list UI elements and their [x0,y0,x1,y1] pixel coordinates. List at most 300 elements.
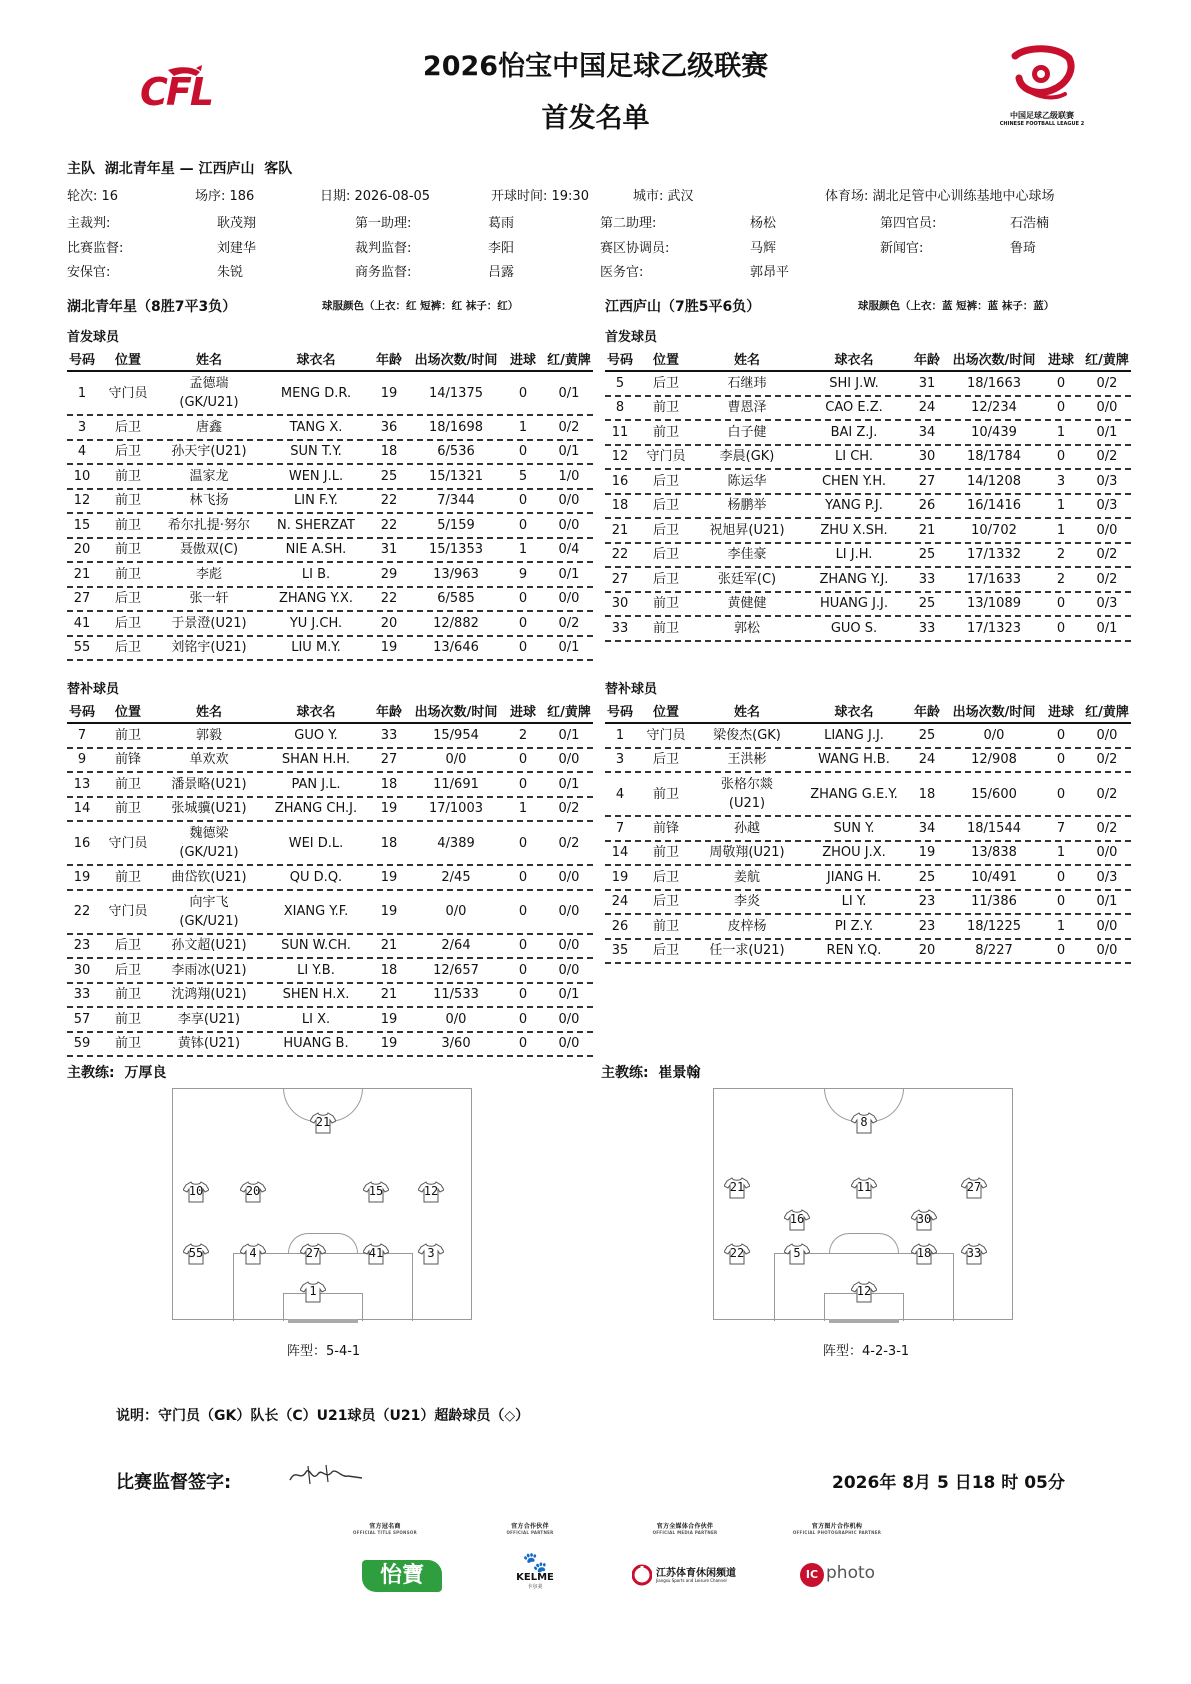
match-info-item: 体育场: 湖北足管中心训练基地中心球场 [825,189,1055,204]
col-cards: 0/0 [558,517,580,533]
col-apps: 11/533 [433,987,479,1003]
table-row [67,773,593,798]
official-label: 第四官员: [880,216,937,231]
away-team-name: 江西庐山 [198,161,255,177]
col-cards: 0/4 [558,542,580,558]
official-name: 郭昂平 [750,265,790,280]
col-apps: 10/439 [971,424,1017,440]
col-cards: 0/2 [558,835,580,851]
col-shirt-name-header: 球衣名 [296,704,336,720]
jersey-number: 41 [368,1246,384,1260]
penalty-arc [829,1233,899,1253]
signature-time: 2026年 8月 5 日18 时 05分 [832,1473,1065,1493]
official-label: 安保官: [67,265,111,280]
col-age: 18 [918,786,936,802]
col-shirt-name: REN Y.Q. [826,943,882,959]
col-number: 19 [611,869,629,885]
col-apps-header: 出场次数/时间 [952,704,1036,720]
col-shirt-name: JIANG H. [826,869,882,885]
col-apps: 13/1089 [966,596,1021,612]
col-cards: 0/1 [1096,894,1118,910]
col-goals: 0 [518,752,528,768]
table-row [605,568,1131,593]
col-goals: 1 [1056,424,1066,440]
jersey-number: 5 [793,1246,801,1260]
col-number: 59 [73,1036,91,1052]
col-age-header: 年龄 [375,352,402,368]
col-cards: 0/1 [1096,424,1118,440]
col-position: 守门员 [108,835,148,851]
col-cards: 0/2 [558,419,580,435]
table-row [605,470,1131,495]
player-jersey [851,1177,877,1199]
col-goals: 1 [1056,498,1066,514]
col-name: 张一轩 [189,591,229,607]
col-apps: 13/963 [433,566,479,582]
col-position: 后卫 [652,869,679,885]
jersey-number: 10 [188,1184,204,1198]
col-shirt-name: SUN Y. [833,820,875,836]
col-apps: 18/1544 [966,820,1021,836]
col-cards: 0/3 [1096,473,1118,489]
col-age: 20 [918,943,936,959]
col-shirt-name: SUN T.Y. [290,444,342,460]
col-cards: 0/1 [558,640,580,656]
player-jersey [418,1243,444,1265]
col-position: 前卫 [114,493,141,509]
col-age: 19 [380,801,398,817]
col-apps-header: 出场次数/时间 [414,704,498,720]
ic-photo-logo [800,1563,875,1589]
col-shirt-name: LI J.H. [835,547,873,563]
player-jersey [851,1281,877,1303]
col-apps: 8/227 [975,943,1013,959]
col-position: 后卫 [652,375,679,391]
col-position: 后卫 [652,473,679,489]
table-row [605,817,1131,842]
col-apps: 13/838 [971,845,1017,861]
col-shirt-name: YU J.CH. [289,615,343,631]
player-jersey [911,1209,937,1231]
col-goals: 5 [518,468,528,484]
sponsor-label-4-cn: 官方图片合作机构 [811,1523,863,1530]
col-number: 8 [615,400,625,416]
jersey-number: 33 [966,1246,982,1260]
col-name: 曹恩泽 [727,400,767,416]
col-position: 前卫 [652,620,679,636]
document-title: 2026怡宝中国足球乙级联赛 [422,51,769,82]
home-formation: 阵型：5-4-1 [287,1344,361,1359]
col-shirt-name: QU D.Q. [289,869,343,885]
col-apps: 0/0 [445,1011,467,1027]
col-shirt-name: LI Y.B. [297,962,335,978]
away-formation: 阵型：4-2-3-1 [823,1344,910,1359]
col-apps: 15/600 [971,786,1017,802]
col-position-header: 位置 [652,352,679,368]
col-age: 22 [380,493,398,509]
col-apps: 14/1208 [966,473,1021,489]
col-shirt-name-header: 球衣名 [834,704,874,720]
col-position: 前卫 [114,727,141,743]
col-cards: 0/0 [558,962,580,978]
col-number: 7 [77,727,87,743]
col-shirt-name: GUO S. [830,620,878,636]
col-position: 前卫 [114,1036,141,1052]
col-goals-header: 进球 [509,704,536,720]
col-age: 23 [918,918,936,934]
col-apps: 14/1375 [428,385,483,401]
table-row [67,416,593,441]
col-cards: 0/0 [558,938,580,954]
home-formation-pitch [172,1088,472,1320]
official-label: 商务监督: [355,265,412,280]
col-position: 后卫 [114,938,141,954]
col-apps: 15/1353 [428,542,483,558]
col-position-header: 位置 [652,704,679,720]
col-age: 36 [380,419,398,435]
col-name: 石继玮 [727,375,767,391]
jersey-number: 12 [423,1184,439,1198]
col-position: 守门员 [108,904,148,919]
col-goals: 0 [1056,620,1066,636]
table-row [605,372,1131,397]
col-apps: 4/389 [437,835,475,851]
jersey-number: 16 [789,1212,805,1226]
table-row [67,612,593,637]
col-age: 33 [918,620,936,636]
jersey-number: 11 [856,1180,872,1194]
col-goals: 0 [1056,786,1066,802]
official-name: 朱锐 [217,265,244,280]
col-name: 向宇飞 (GK/U21) [179,894,239,929]
col-number-header: 号码 [68,352,95,368]
col-cards: 0/1 [558,385,580,401]
col-goals: 2 [1056,547,1066,563]
col-cards: 0/0 [1096,400,1118,416]
col-number-header: 号码 [606,704,633,720]
col-number: 12 [611,449,629,465]
player-jersey [724,1177,750,1199]
col-age: 18 [380,962,398,978]
match-info-item: 日期: 2026-08-05 [320,189,431,204]
table-header-row [67,702,593,724]
col-number: 24 [611,894,629,910]
col-name: 希尔扎提·努尔 [167,517,251,533]
col-name: 于景澄(U21) [171,615,247,631]
col-position: 前卫 [652,424,679,440]
col-shirt-name: CHEN Y.H. [821,473,887,489]
away-formation-pitch [713,1088,1013,1320]
official-name: 马辉 [750,241,777,256]
col-position: 前卫 [114,566,141,582]
col-cards-header: 红/黄牌 [547,704,591,720]
col-position: 前卫 [114,517,141,533]
col-number: 21 [611,522,629,538]
official-name: 李阳 [488,241,515,256]
col-name: 任一求(U21) [709,943,785,959]
sponsor-label-1-cn: 官方冠名商 [369,1523,401,1530]
col-age: 18 [380,444,398,460]
table-row [605,421,1131,446]
col-goals: 0 [1056,596,1066,612]
table-row [67,822,593,866]
col-goals: 0 [518,776,528,792]
cfl-logo [138,64,238,112]
col-shirt-name: MENG D.R. [280,385,352,401]
official-name: 石浩楠 [1010,216,1050,231]
home-team-record: 湖北青年星（8胜7平3负） [67,299,237,315]
col-name: 沈鸿翔(U21) [171,987,247,1003]
col-cards: 0/2 [1096,547,1118,563]
home-starters-table [67,350,593,661]
home-subs-table [67,702,593,1057]
col-age: 29 [380,566,398,582]
home-label: 主队 [67,161,95,177]
table-row [67,539,593,564]
official-name: 耿茂翔 [217,216,257,231]
col-goals: 0 [518,938,528,954]
col-number: 15 [73,517,91,533]
col-apps: 2/64 [441,938,471,954]
col-name: 姜航 [733,869,760,885]
col-shirt-name: HUANG J.J. [819,596,889,612]
col-position-header: 位置 [114,704,141,720]
col-apps: 18/1225 [966,918,1021,934]
col-age: 19 [380,640,398,656]
col-goals: 0 [518,835,528,851]
col-shirt-name: ZHANG Y.J. [819,571,889,587]
sponsor-label-3-cn: 官方全媒体合作伙伴 [656,1523,714,1530]
col-age-header: 年龄 [375,704,402,720]
away-coach-label: 主教练: [601,1065,649,1081]
col-cards: 0/2 [1096,375,1118,391]
col-number: 16 [73,835,91,851]
sponsor-label-2 [475,1521,585,1535]
player-jersey [183,1181,209,1203]
sponsor-label-4-en: OFFICIAL PHOTOGRAPHIC PARTNER [792,1530,882,1535]
col-position: 前锋 [114,752,141,768]
col-cards: 0/3 [1096,869,1118,885]
col-goals: 1 [1056,918,1066,934]
col-cards: 0/1 [558,444,580,460]
player-jersey [851,1112,877,1134]
col-number: 14 [611,845,629,861]
col-cards: 0/1 [558,776,580,792]
col-apps: 18/1784 [966,449,1021,465]
table-header-row [67,350,593,372]
col-goals: 0 [518,591,528,607]
col-number: 41 [73,615,91,631]
away-team-record: 江西庐山（7胜5平6负） [605,299,761,315]
col-name: 郭毅 [195,727,222,743]
col-number-header: 号码 [606,352,633,368]
col-goals: 0 [1056,449,1066,465]
col-age: 23 [918,894,936,910]
col-goals-header: 进球 [1047,704,1074,720]
col-name: 李佳豪 [727,547,767,563]
player-jersey [784,1209,810,1231]
table-row [605,593,1131,618]
col-shirt-name: NIE A.SH. [285,542,347,558]
player-jersey [418,1181,444,1203]
kelme-logo-text: KELME [516,1572,554,1583]
table-row [605,544,1131,569]
table-row [605,773,1131,817]
col-apps: 13/646 [433,640,479,656]
col-shirt-name: LI B. [301,566,331,582]
col-goals: 7 [1056,820,1066,836]
col-goals: 0 [1056,894,1066,910]
col-age: 31 [380,542,398,558]
table-row [67,1008,593,1033]
goal-line [288,1319,358,1323]
col-shirt-name: ZHOU J.X. [822,845,886,861]
col-shirt-name: ZHU X.SH. [820,522,888,538]
col-cards: 0/0 [558,493,580,509]
jersey-number: 55 [188,1246,204,1260]
col-position: 前卫 [114,542,141,558]
col-cards-header: 红/黄牌 [1085,704,1129,720]
col-cards: 0/3 [1096,596,1118,612]
col-apps: 0/0 [983,727,1005,743]
col-age: 20 [380,615,398,631]
col-apps: 12/882 [433,615,479,631]
col-shirt-name: CAO E.Z. [825,400,883,416]
col-position: 后卫 [652,752,679,768]
col-position: 前卫 [114,801,141,817]
col-age: 33 [918,571,936,587]
col-name-header: 姓名 [733,704,760,720]
player-jersey [240,1181,266,1203]
col-shirt-name: LIANG J.J. [824,727,884,743]
away-kit-colors: 球服颜色（上衣：蓝 短裤：蓝 袜子：蓝） [858,300,1055,312]
col-apps: 18/1698 [428,419,483,435]
col-number: 4 [77,444,87,460]
col-cards-header: 红/黄牌 [1085,352,1129,368]
col-name: 李享(U21) [177,1011,241,1027]
player-jersey [724,1243,750,1265]
away-starters-label: 首发球员 [605,330,658,345]
col-number: 3 [77,419,87,435]
col-age: 33 [380,727,398,743]
col-goals: 0 [1056,400,1066,416]
col-shirt-name: SUN W.CH. [281,938,351,954]
col-position: 守门员 [646,449,686,465]
signature-label: 比赛监督签字: [116,1472,232,1493]
col-number: 9 [77,752,87,768]
col-name: 黄钵(U21) [177,1036,241,1052]
col-shirt-name: PAN J.L. [291,776,341,792]
col-shirt-name: XIANG Y.F. [283,904,349,919]
kelme-logo [510,1552,560,1590]
col-name: 林飞扬 [189,493,229,509]
col-number: 19 [73,869,91,885]
col-name: 郭松 [733,620,760,636]
goal-line [829,1319,899,1323]
league-logo-name: 中国足球乙级联赛 [1010,111,1074,120]
col-age: 21 [918,522,936,538]
league-logo [995,44,1089,134]
col-cards: 1/0 [558,468,580,484]
col-goals: 0 [1056,752,1066,768]
jersey-number: 20 [245,1184,261,1198]
col-cards: 0/1 [558,566,580,582]
col-cards: 0/0 [1096,943,1118,959]
player-jersey [784,1243,810,1265]
col-name-header: 姓名 [733,352,760,368]
col-number: 35 [611,943,629,959]
col-number: 11 [611,424,629,440]
col-goals: 1 [518,542,528,558]
jersey-number: 1 [309,1284,317,1298]
col-goals: 0 [518,1011,528,1027]
player-jersey [961,1177,987,1199]
jersey-number: 15 [368,1184,384,1198]
col-age: 25 [918,547,936,563]
col-cards: 0/2 [1096,820,1118,836]
col-shirt-name: BAI Z.J. [830,424,878,440]
col-goals: 0 [518,385,528,401]
col-name-header: 姓名 [195,352,222,368]
col-number: 16 [611,473,629,489]
col-name: 孙天宇(U21) [171,444,247,460]
col-position: 前卫 [114,468,141,484]
col-apps: 17/1003 [428,801,483,817]
player-jersey [363,1243,389,1265]
col-age: 25 [918,727,936,743]
match-info-item: 开球时间: 19:30 [491,189,589,204]
table-row [605,866,1131,891]
jiangsu-mark-icon [632,1564,652,1586]
sponsor-label-4 [782,1521,892,1535]
table-row [67,959,593,984]
signature-image [286,1462,366,1488]
col-shirt-name: ZHANG Y.X. [279,591,353,607]
table-row [67,1033,593,1058]
col-position: 前卫 [652,845,679,861]
jersey-number: 27 [966,1180,982,1194]
col-goals: 0 [1056,869,1066,885]
table-row [67,866,593,891]
col-age: 19 [380,1011,398,1027]
player-jersey [310,1112,336,1134]
col-cards: 0/1 [1096,620,1118,636]
col-position: 后卫 [652,894,679,910]
col-name: 张廷军(C) [717,571,777,587]
jersey-number: 21 [315,1115,331,1129]
col-number: 13 [73,776,91,792]
player-jersey [240,1243,266,1265]
table-row [67,637,593,662]
col-shirt-name: LI X. [301,1011,331,1027]
match-info-item: 场序: 186 [195,189,255,204]
col-number: 5 [615,375,625,391]
table-row [605,519,1131,544]
table-row [605,446,1131,471]
official-label: 医务官: [600,265,644,280]
table-row [67,798,593,823]
col-age: 27 [918,473,936,489]
col-goals: 9 [518,566,528,582]
col-cards: 0/3 [1096,498,1118,514]
col-name: 李炎 [733,894,760,910]
legend-note: 说明：守门员（GK）队长（C）U21球员（U21）超龄球员（◇） [116,1408,530,1424]
col-age: 21 [380,987,398,1003]
col-shirt-name: PI Z.Y. [834,918,874,934]
col-age: 24 [918,400,936,416]
col-apps: 3/60 [441,1036,471,1052]
col-name: 周敬翔(U21) [709,845,785,861]
